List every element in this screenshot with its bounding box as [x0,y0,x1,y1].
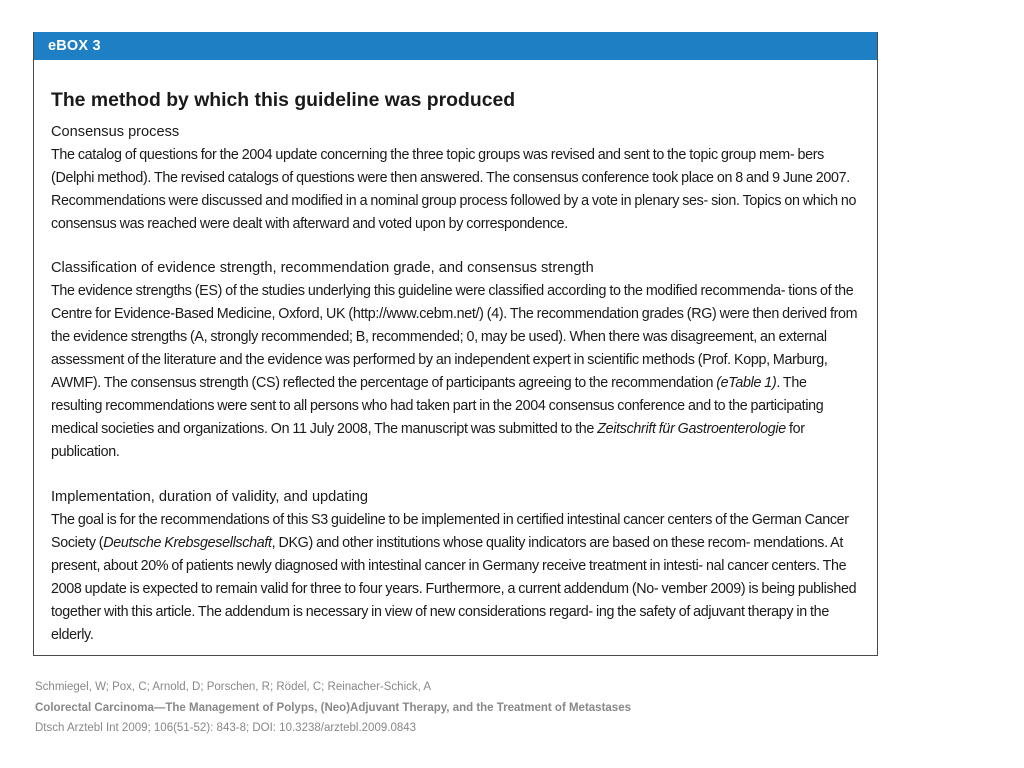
paragraph-text: . The resulting recommendations were sent to all persons who had taken part in the 2004 consensus conference and to the participating medical societies and organizations. On 11 July 2008, The manuscript was submitted to the [51,375,824,437]
section-paragraph: The catalog of questions for the 2004 update concerning the three topic groups was revised and sent to the topic group mem- bers (Delphi method). The revised catalogs of questions were then answered. The consensus conference took place on 8 and 9 June 2007. Recommendations were discussed and modified in a nominal group process followed by a vote in plenary ses- sion. Topics on which no consensus was reached were dealt with afterward and voted upon by correspondence. [51,147,857,232]
section-consensus-process [51,121,859,236]
section-implementation [51,486,859,647]
ebox-body [34,60,877,647]
citation-source: Dtsch Arztebl Int 2009; 106(51-52): 843-8; DOI: 10.3238/arztebl.2009.0843 [35,722,417,734]
paragraph-text: The evidence strengths (ES) of the studies underlying this guideline were classified according to the modified recommenda- tions of the Centre for Evidence-Based Medicine, Oxford, UK (http://www.cebm.net/) (4). The recommendation grades (RG) were then derived from the evidence strengths (A, strongly recommended; B, recommended; 0, may be used). When there was disagreement, an external assessment of the literature and the evidence was performed by an independent expert in scientific methods (Prof. Kopp, Marburg, AWMF). The consensus strength (CS) reflected the percentage of participants agreeing to the recommendation [51,283,858,391]
section-heading: Classification of evidence strength, recommendation grade, and consensus strength [51,260,594,276]
section-heading: Consensus process [51,124,180,140]
section-classification [51,257,859,464]
ebox-title: The method by which this guideline was produced [51,90,516,111]
ebox-label: eBOX 3 [34,32,877,60]
section-heading: Implementation, duration of validity, and updating [51,489,368,505]
ebox-panel [33,32,878,656]
paragraph-text: , DKG) and other institutions whose quality indicators are based on these recom- mendations. At present, about 20% of patients newly diagnosed with intestinal cancer in Germany receive treatment in intesti- nal cancer centers. The 2008 update is expected to remain valid for three to four years. Furthermore, a current addendum (No- vember 2009) is being published together with this article. The addendum is necessary in view of new considerations regard- ing the safety of adjuvant therapy in the elderly. [51,535,857,643]
citation-title: Colorectal Carcinoma—The Management of Polyps, (Neo)Adjuvant Therapy, and the Treatment of Metastases [35,701,631,714]
journal-name: Zeitschrift für Gastroenterologie [597,421,786,437]
etable-reference: (eTable 1) [716,375,777,391]
citation [35,677,631,739]
paragraph-text: for publication. [51,421,805,460]
section-paragraph [51,280,859,464]
organization-name: Deutsche Krebsgesellschaft [103,535,272,551]
section-paragraph [51,509,859,647]
paragraph-text: The goal is for the recommendations of this S3 guideline to be implemented in certified intestinal cancer centers of the German Cancer Society ( [51,512,849,551]
citation-authors: Schmiegel, W; Pox, C; Arnold, D; Porschen, R; Rödel, C; Reinacher-Schick, A [35,681,432,693]
